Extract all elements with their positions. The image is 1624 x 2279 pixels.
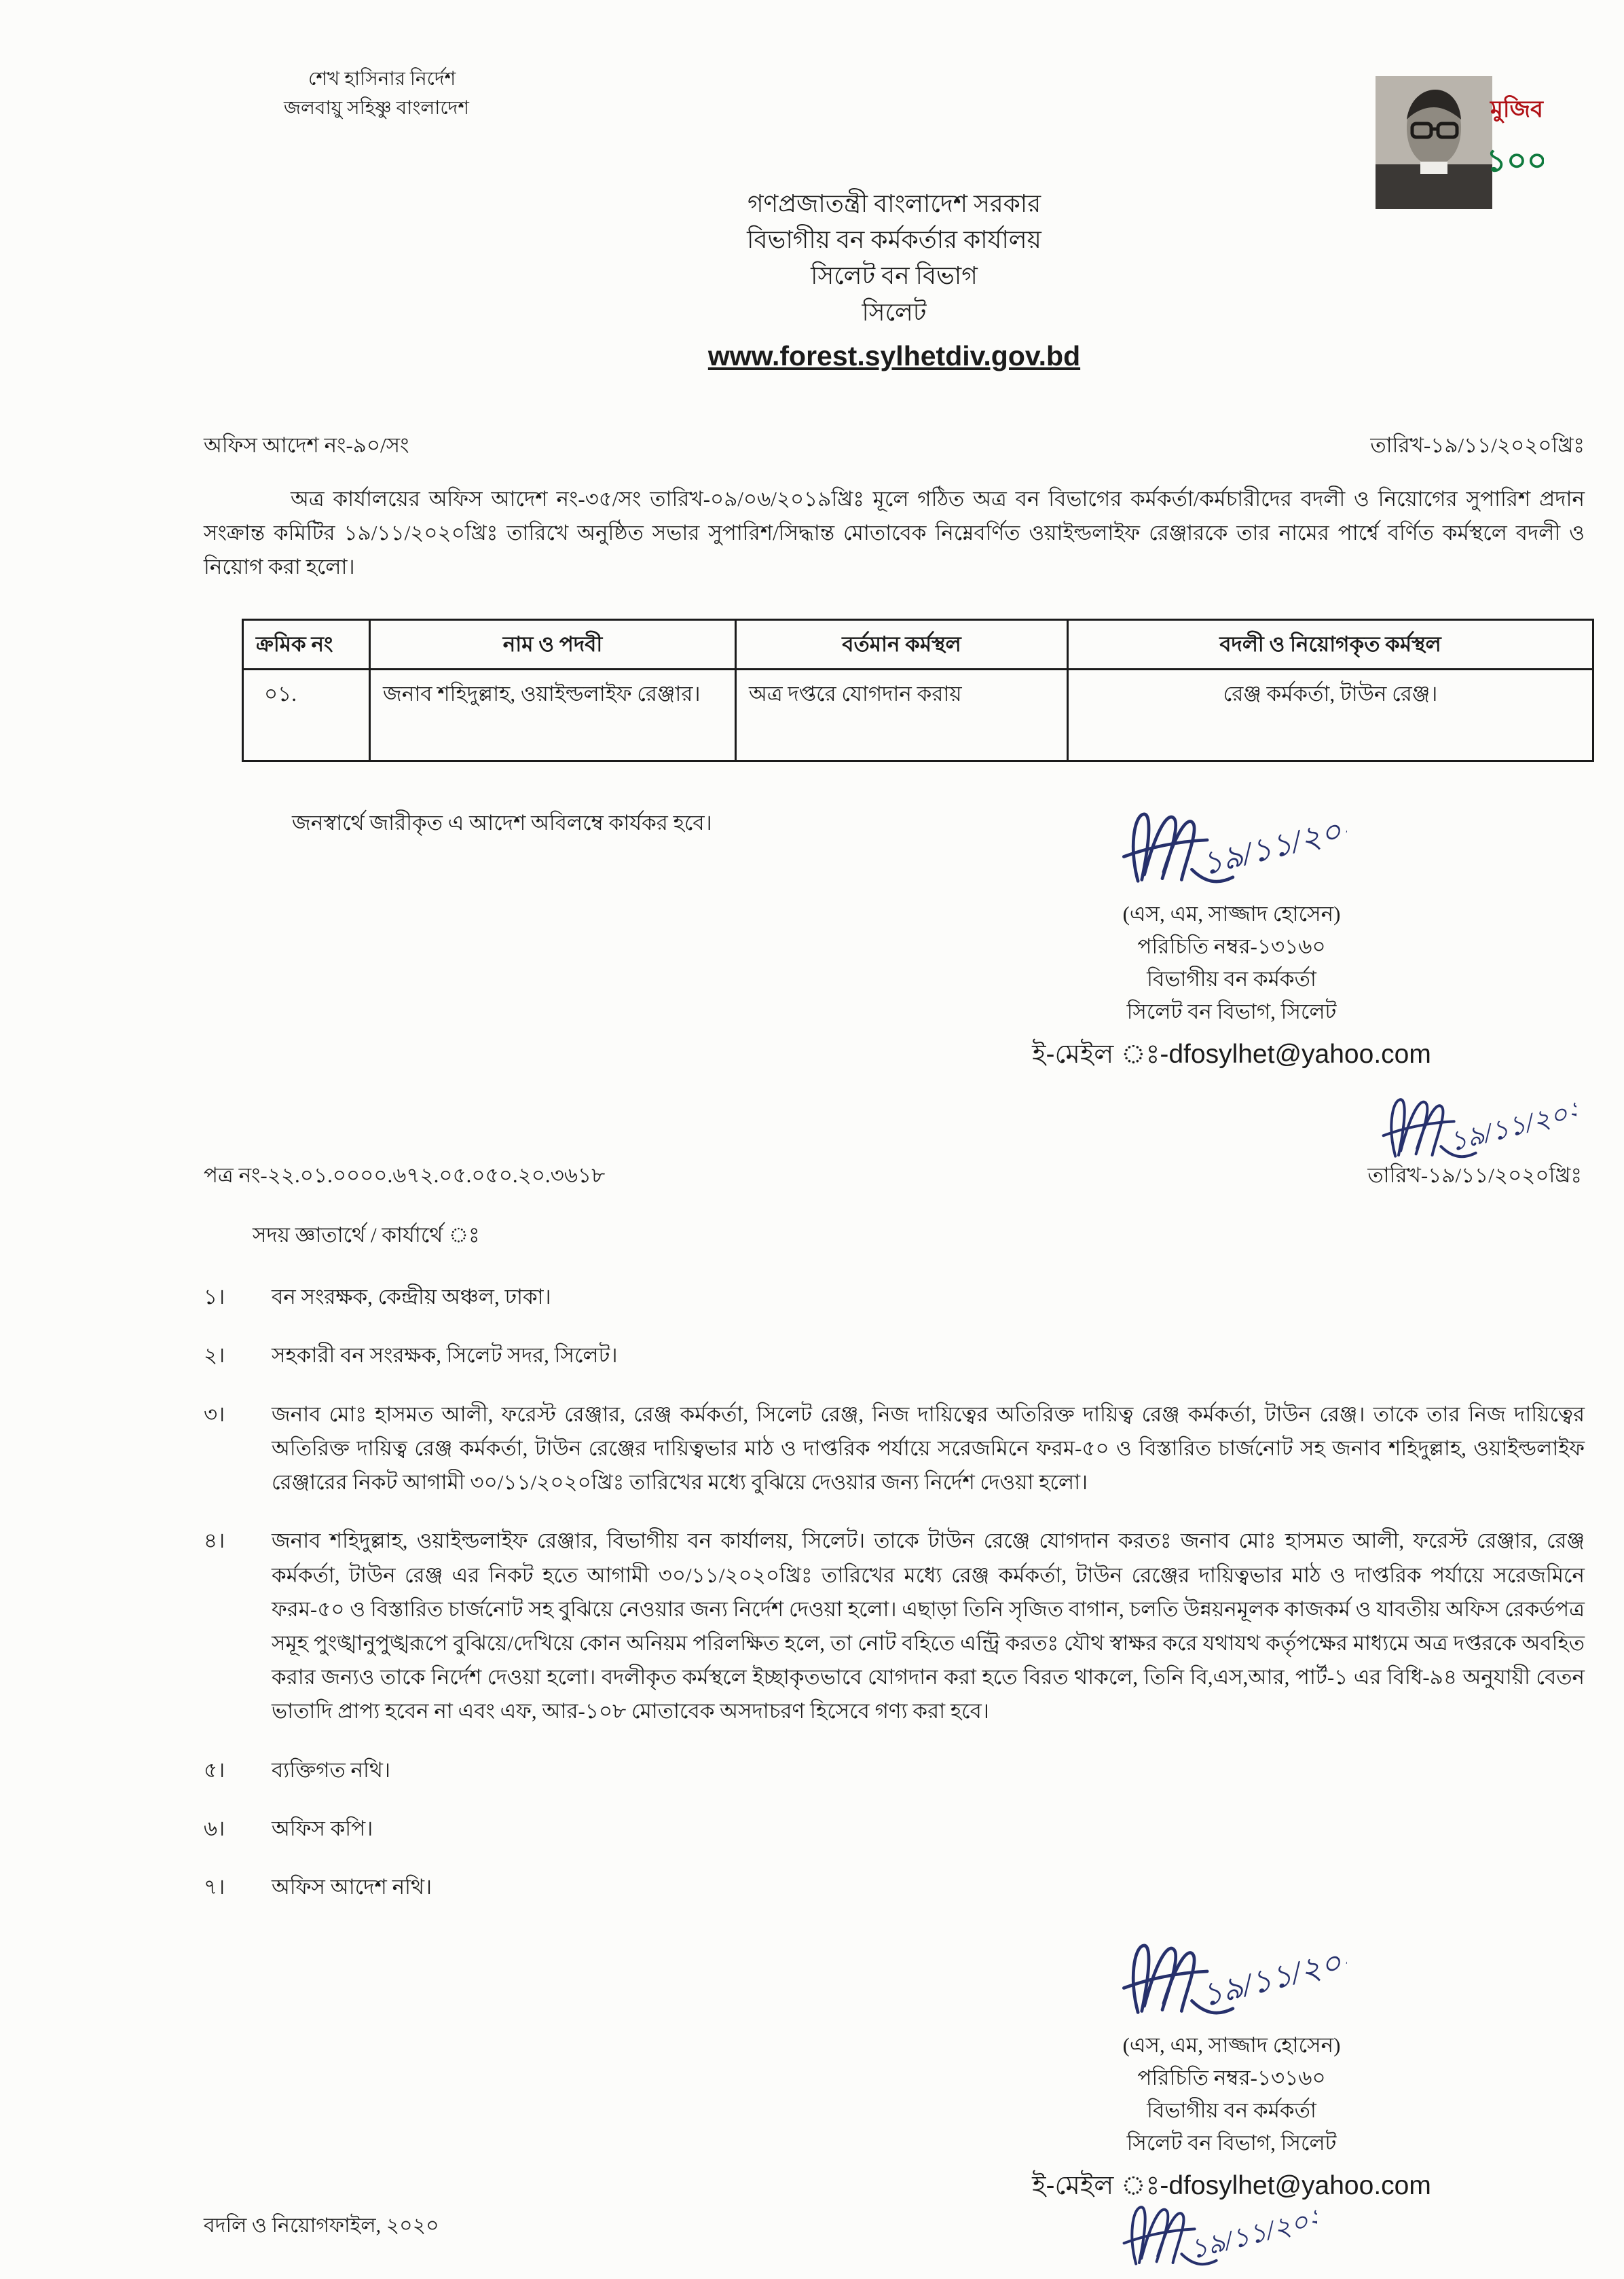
- office-order-number: অফিস আদেশ নং-৯০/সং: [204, 433, 409, 457]
- distribution-list: [204, 1280, 1585, 1904]
- signatory-id-number: পরিচিতি নম্বর-১৩১৬০: [1137, 2066, 1326, 2090]
- signatory-name: (এস, এম, সাজ্জাদ হোসেন): [1122, 902, 1341, 926]
- signatory-email: ই-মেইল ঃ-dfosylhet@yahoo.com: [1032, 1040, 1431, 1070]
- list-item: [204, 1812, 1585, 1846]
- list-item: [204, 1280, 1585, 1314]
- cell-name: জনাব শহিদুল্লাহ, ওয়াইল্ডলাইফ রেঞ্জার।: [370, 670, 736, 761]
- memo-number: পত্র নং-২২.০১.০০০০.৬৭২.০৫.০৫০.২০.৩৬১৮: [204, 1163, 606, 1188]
- memo-date: তারিখ-১৯/১১/২০২০খ্রিঃ: [1367, 1163, 1582, 1188]
- col-header-serial: ক্রমিক নং: [243, 619, 370, 670]
- cell-new-station: রেঞ্জ কর্মকর্তা, টাউন রেঞ্জ।: [1068, 670, 1593, 761]
- list-item-text: জনাব মোঃ হাসমত আলী, ফরেস্ট রেঞ্জার, রেঞ্জ কর্মকর্তা, সিলেট রেঞ্জ, নিজ দায়িত্বের অতিরিক্ত দায়িত্ব রেঞ্জ কর্মকর্তা, টাউন রেঞ্জ। তাকে তার নিজ দায়িত্বের অতিরিক্ত দায়িত্ব রেঞ্জ কর্মকর্তা, টাউন রেঞ্জের দায়িত্বভার মাঠ ও দাপ্তরিক পর্যায়ে সরেজমিনে ফরম-৫০ ও বিস্তারিত চার্জনোট সহ জনাব শহিদুল্লাহ, ওয়াইল্ডলাইফ রেঞ্জারের নিকট আগামী ৩০/১১/২০২০খ্রিঃ তারিখের মধ্যে বুঝিয়ে দেওয়ার জন্য নির্দেশ দেওয়া হলো।: [272, 1402, 1585, 1495]
- list-item: [204, 1338, 1585, 1372]
- letterhead-division: সিলেট বন বিভাগ: [811, 262, 978, 290]
- list-item-number: ৩।: [204, 1402, 225, 1426]
- memo-row: [204, 1090, 1585, 1195]
- transfer-order-table: [242, 619, 1594, 763]
- list-item-text: অফিস কপি।: [272, 1816, 373, 1840]
- signature-scribble: [1116, 800, 1347, 902]
- list-item-number: ৫।: [204, 1757, 225, 1782]
- list-item: [204, 1524, 1585, 1728]
- order-body-paragraph: অত্র কার্যালয়ের অফিস আদেশ নং-৩৫/সং তারিখ-০৯/০৬/২০১৯খ্রিঃ মূলে গঠিত অত্র বন বিভাগের কর্মকর্তা/কর্মচারীদের বদলী ও নিয়োগের সুপারিশ প্রদান সংক্রান্ত কমিটির ১৯/১১/২০২০খ্রিঃ তারিখে অনুষ্ঠিত সভার সুপারিশ/সিদ্ধান্ত মোতাবেক নিম্নেবর্ণিত ওয়াইল্ডলাইফ রেঞ্জারকে তার নামের পার্শ্বে বর্ণিত কর্মস্থলে বদলী ও নিয়োগ করা হলো।: [204, 486, 1585, 579]
- list-item-text: জনাব শহিদুল্লাহ, ওয়াইল্ডলাইফ রেঞ্জার, বিভাগীয় বন কার্যালয়, সিলেট। তাকে টাউন রেঞ্জে যোগদান করতঃ জনাব মোঃ হাসমত আলী, ফরেস্ট রেঞ্জার, রেঞ্জ কর্মকর্তা, টাউন রেঞ্জ এর নিকট হতে আগামী ৩০/১১/২০২০খ্রিঃ তারিখের মধ্যে রেঞ্জ কর্মকর্তা, টাউন রেঞ্জের দায়িত্বভার মাঠ ও দাপ্তরিক পর্যায়ে সরেজমিনে ফরম-৫০ ও বিস্তারিত চার্জনোট সহ বুঝিয়ে নেওয়ার জন্য নির্দেশ দেওয়া হলো। এছাড়া তিনি সৃজিত বাগান, চলতি উন্নয়নমূলক কাজকর্ম ও যাবতীয় অফিস রেকর্ডপত্র সমূহ পুংঙ্খানুপুঙ্খরূপে বুঝিয়ে/দেখিয়ে কোন অনিয়ম পরিলক্ষিত হলে, তা নোট বহিতে এন্ট্রি করতঃ যৌথ স্বাক্ষর করে যথাযথ কর্তৃপক্ষের মাধ্যমে অত্র দপ্তরকে অবহিত করার জন্যও তাকে নির্দেশ দেওয়া হলো। বদলীকৃত কর্মস্থলে ইচ্ছাকৃতভাবে যোগদান করা হতে বিরত থাকলে, তিনি বি,এস,আর, পার্ট-১ এর বিধি-৯৪ অনুযায়ী বেতন ভাতাদি প্রাপ্য হবেন না এবং এফ, আর-১০৮ মোতাবেক অসদাচরণ হিসেবে গণ্য করা হবে।: [272, 1529, 1585, 1724]
- footer-file-note: বদলি ও নিয়োগফাইল, ২০২০: [204, 2214, 439, 2237]
- list-item-text: বন সংরক্ষক, কেন্দ্রীয় অঞ্চল, ঢাকা।: [272, 1285, 551, 1309]
- col-header-current-station: বর্তমান কর্মস্থল: [736, 619, 1068, 670]
- letterhead-government: গণপ্রজাতন্ত্রী বাংলাদেশ সরকার: [747, 189, 1041, 217]
- signatory-id-number: পরিচিতি নম্বর-১৩১৬০: [1137, 934, 1326, 959]
- cell-current-station: অত্র দপ্তরে যোগদান করায়: [736, 670, 1068, 761]
- mujib-100-logo: [1376, 76, 1544, 209]
- list-item-number: ৬।: [204, 1816, 225, 1840]
- list-item-number: ৪।: [204, 1529, 225, 1553]
- list-item-text: অফিস আদেশ নথি।: [272, 1875, 432, 1899]
- memo-date-block: [1367, 1090, 1582, 1195]
- cell-serial: ০১.: [243, 670, 370, 761]
- list-item-number: ২।: [204, 1343, 225, 1368]
- slogan-line-2: জলবায়ু সহিষ্ণু বাংলাদেশ: [284, 98, 469, 120]
- signatory-email: ই-মেইল ঃ-dfosylhet@yahoo.com: [1032, 2171, 1431, 2201]
- list-item-number: ৭।: [204, 1875, 225, 1899]
- order-meta-row: [204, 429, 1585, 464]
- signatory-designation: বিভাগীয় বন কর্মকর্তা: [1147, 2098, 1316, 2123]
- list-item-text: ব্যক্তিগত নথি।: [272, 1757, 391, 1782]
- table-row: [243, 670, 1593, 761]
- table-header-row: [243, 619, 1593, 670]
- col-header-new-station: বদলী ও নিয়োগকৃত কর্মস্থল: [1068, 619, 1593, 670]
- slogan-line-1: শেখ হাসিনার নির্দেশ: [308, 69, 456, 90]
- list-item: [204, 1870, 1585, 1904]
- letterhead-office: বিভাগীয় বন কর্মকর্তার কার্যালয়: [747, 226, 1041, 254]
- signatory-designation: বিভাগীয় বন কর্মকর্তা: [1147, 967, 1316, 991]
- effective-note: জনস্বার্থে জারীকৃত এ আদেশ অবিলম্বে কার্যকর হবে।: [292, 811, 712, 835]
- list-item-number: ১।: [204, 1285, 225, 1309]
- list-item-text: সহকারী বন সংরক্ষক, সিলেট সদর, সিলেট।: [272, 1343, 618, 1368]
- website-url: www.forest.sylhetdiv.gov.bd: [707, 340, 1081, 371]
- signature-scribble: [1373, 1090, 1576, 1171]
- logo-text-top: মুজিব: [1490, 97, 1543, 122]
- signature-block-1: [967, 800, 1496, 1078]
- col-header-name: নাম ও পদবী: [370, 619, 736, 670]
- signature-scribble: [1116, 1931, 1347, 2033]
- signatory-office: সিলেট বন বিভাগ, সিলেট: [1126, 2131, 1337, 2155]
- list-item: [204, 1753, 1585, 1787]
- distribution-heading: সদয় জ্ঞাতার্থে / কার্যার্থে ঃ: [253, 1223, 480, 1247]
- mujib-100-logo-graphic: [1376, 76, 1544, 209]
- office-order-date: তারিখ-১৯/১১/২০২০খ্রিঃ: [1370, 433, 1585, 457]
- list-item: [204, 1398, 1585, 1500]
- letterhead-city: সিলেট: [862, 298, 927, 326]
- signatory-office: সিলেট বন বিভাগ, সিলেট: [1126, 1000, 1337, 1024]
- logo-text-bottom: ১০০: [1486, 143, 1544, 178]
- signature-block-2: [967, 1931, 1496, 2209]
- signatory-name: (এস, এম, সাজ্জাদ হোসেন): [1122, 2033, 1341, 2058]
- signature-scribble: [1113, 2198, 1317, 2275]
